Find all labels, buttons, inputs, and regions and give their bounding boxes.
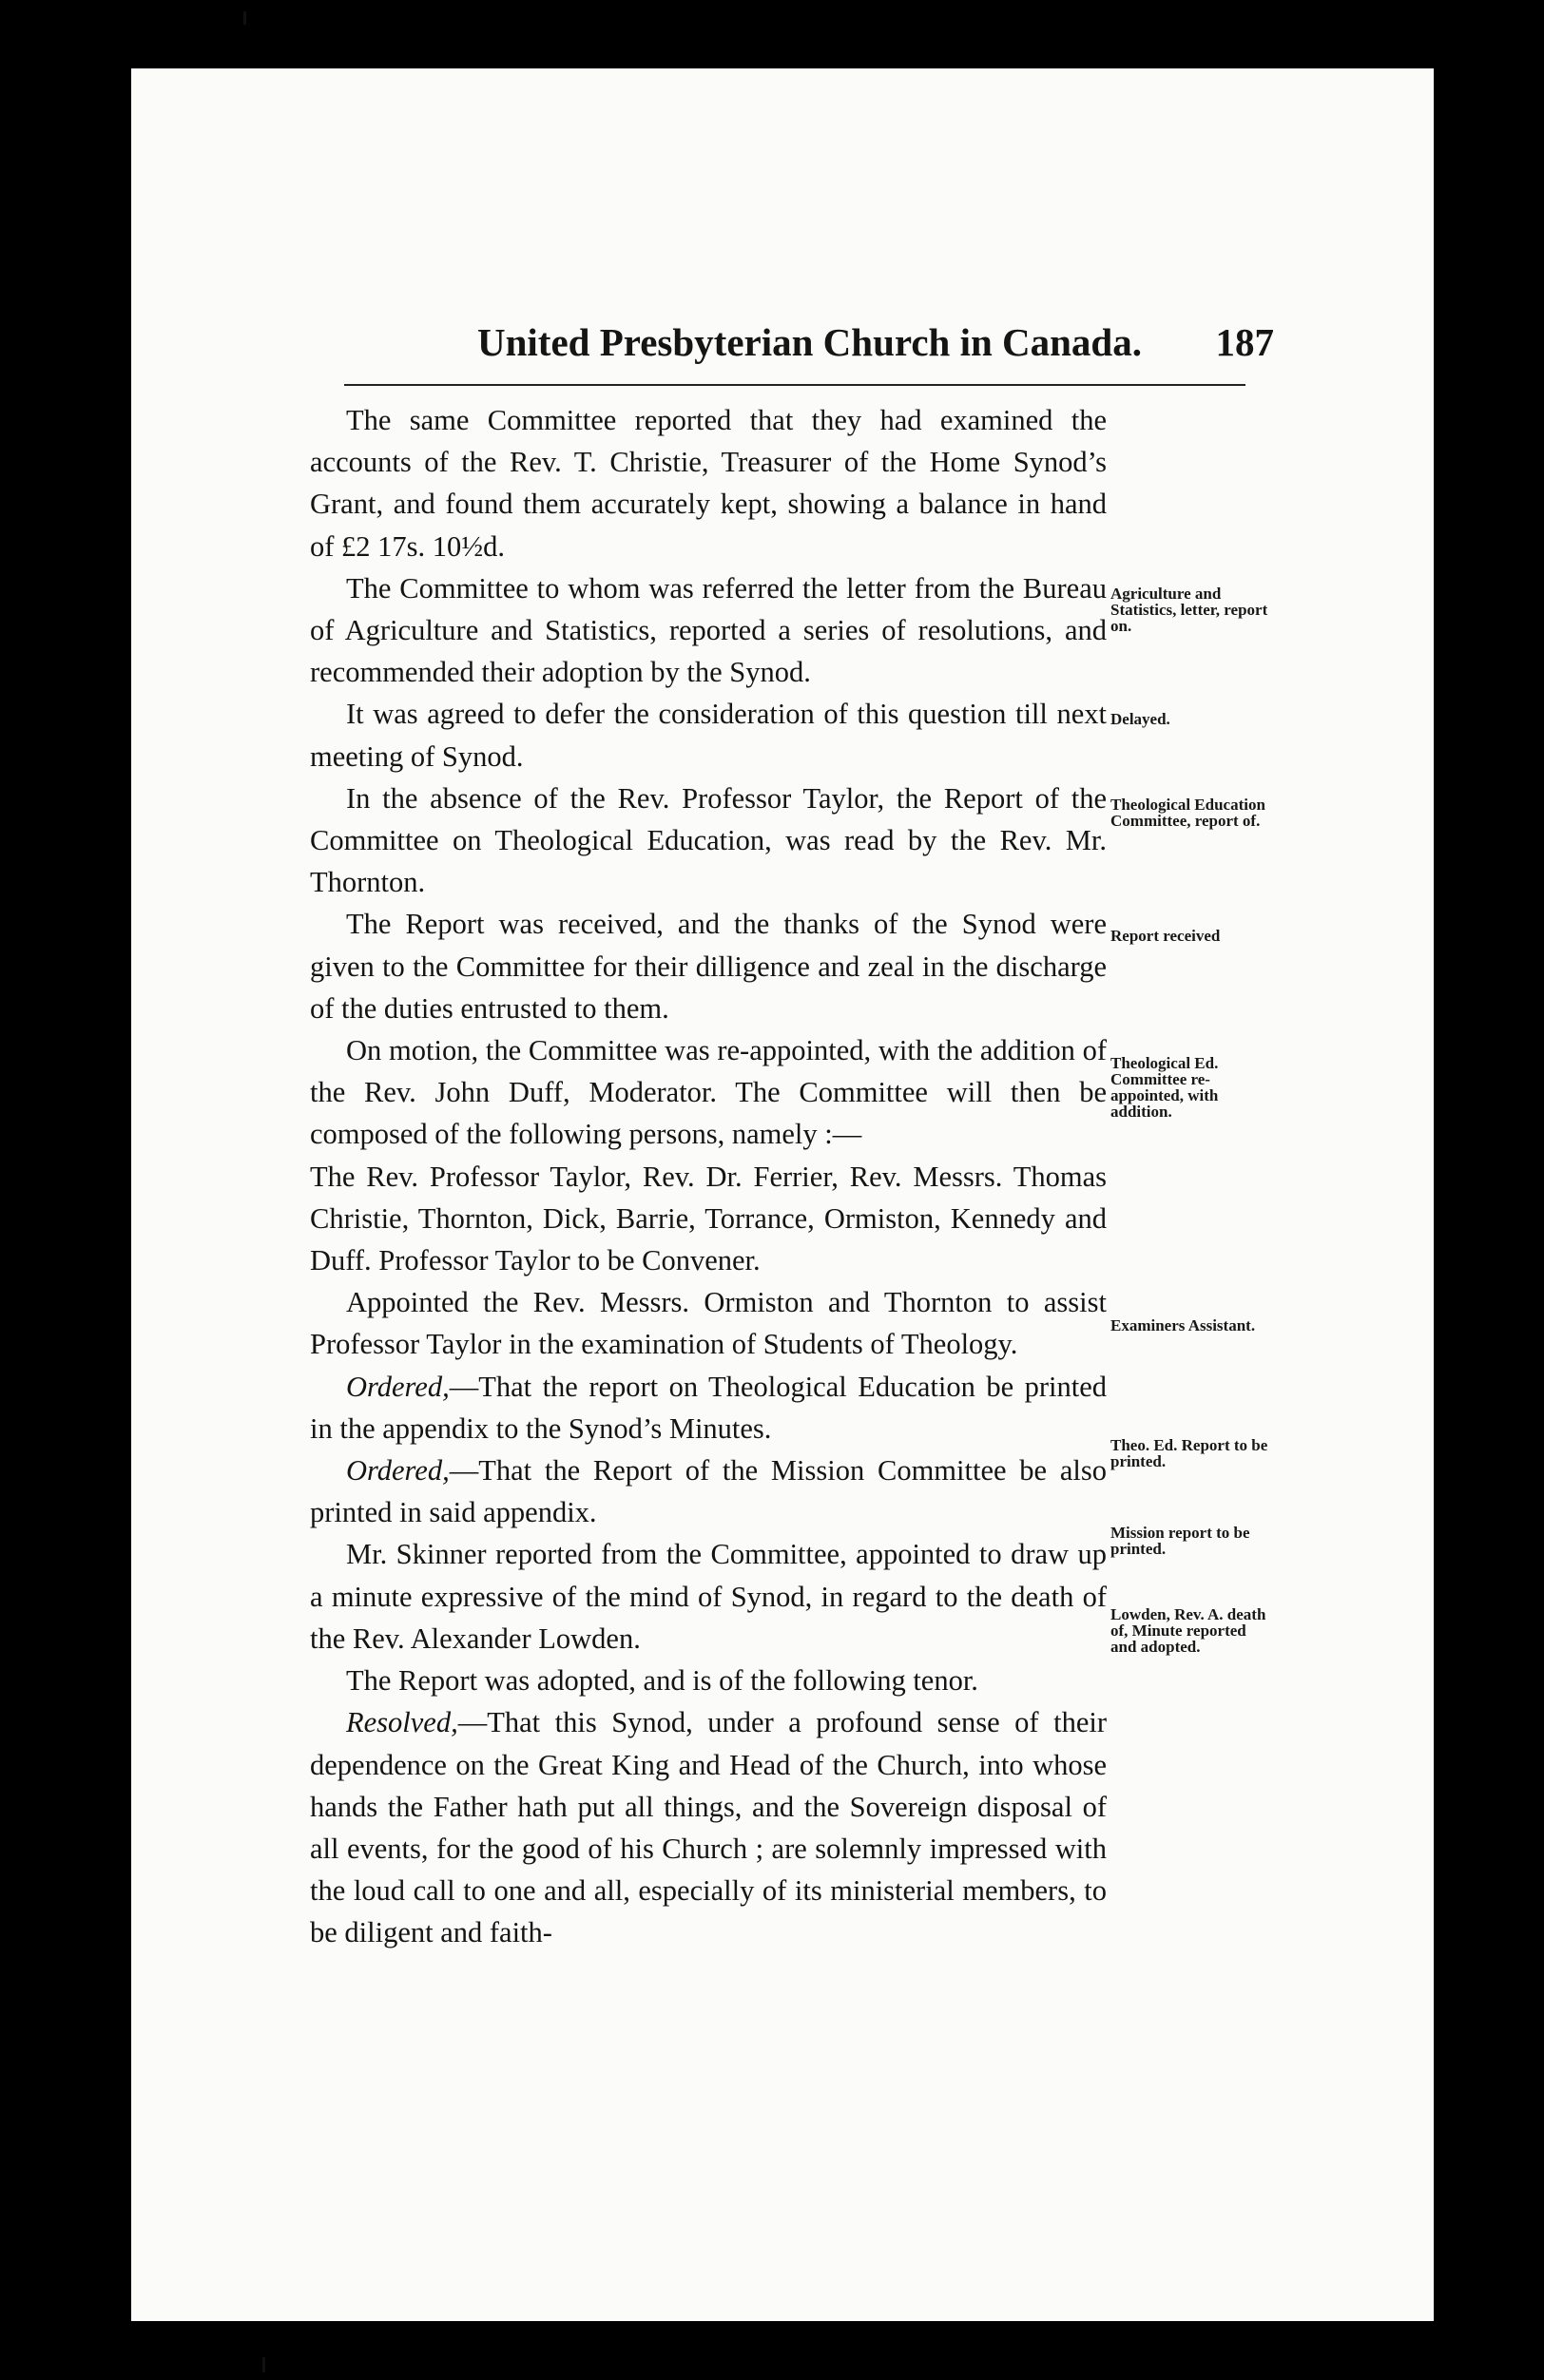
body-text (310, 399, 1107, 1954)
margin-note: Examiners Assistant. (1110, 1316, 1256, 1334)
scan-speck (262, 2357, 265, 2372)
paragraph (310, 1366, 1107, 1449)
scan-speck (243, 11, 246, 25)
paragraph: The Committee to whom was referred the letter from the Bureau of Agriculture and Statistics, reported a series of resolutions, and recommended their adoption by the Synod. (310, 571, 1107, 689)
margin-note: Mission report to be printed. (1110, 1524, 1250, 1558)
paragraph (310, 1701, 1107, 1953)
paragraph: It was agreed to defer the consideration of this question till next meeting of Synod. (310, 698, 1107, 773)
paragraph-label: Ordered, (346, 1370, 450, 1403)
paragraph: The Rev. Professor Taylor, Rev. Dr. Ferrier, Rev. Messrs. Thomas Christie, Thornton, Dick, Barrie, Torrance, Ormiston, Kennedy and Duff. Professor Taylor to be Convener. (310, 1160, 1107, 1277)
paragraph-label: Ordered, (346, 1454, 450, 1488)
paragraph-text: —That this Synod, under a profound sense of their dependence on the Great King and Head of the Church, into whose hands the Father hath put all things, and the Sovereign disposal of all events, for the good of his Church ; are solemnly impressed with the loud call to one and all, especially of its ministerial members, to be diligent and faith- (310, 1706, 1107, 1949)
paragraph: On motion, the Committee was re-appointed, with the addition of the Rev. John Duff, Moderator. The Committee will then be composed of the following persons, namely :— (310, 1034, 1107, 1151)
margin-note: Report received (1110, 927, 1221, 945)
page-title: United Presbyterian Church in Canada. (477, 320, 1142, 364)
paragraph-text: —That the report on Theological Education be printed in the appendix to the Synod’s Minutes. (310, 1370, 1107, 1445)
margin-note: Theo. Ed. Report to be printed. (1110, 1436, 1268, 1470)
paragraph (310, 1449, 1107, 1533)
margin-note: Theological Education Committee, report of. (1110, 796, 1265, 830)
binding-edge (110, 57, 122, 2338)
paragraph: The Report was received, and the thanks of the Synod were given to the Committee for their dilligence and zeal in the discharge of the duties entrusted to them. (310, 908, 1107, 1025)
paragraph: The Report was adopted, and is of the following tenor. (346, 1664, 978, 1698)
paragraph: Mr. Skinner reported from the Committee, appointed to draw up a minute expressive of the mind of Synod, in regard to the death of the Rev. Alexander Lowden. (310, 1538, 1107, 1655)
page-number: 187 (1215, 320, 1274, 364)
paragraph: Appointed the Rev. Messrs. Ormiston and Thornton to assist Professor Taylor in the examination of Students of Theology. (310, 1286, 1107, 1361)
paragraph: In the absence of the Rev. Professor Taylor, the Report of the Committee on Theological Education, was read by the Rev. Mr. Thornton. (310, 781, 1107, 899)
margin-note: Delayed. (1110, 710, 1170, 728)
paragraph-label: Resolved, (346, 1706, 458, 1739)
paragraph: The same Committee reported that they had examined the accounts of the Rev. T. Christie, Treasurer of the Home Synod’s Grant, and found them accurately kept, showing a balance in hand of £2 17s. 10½d. (310, 404, 1107, 563)
header-rule (344, 384, 1245, 386)
paragraph-text: —That the Report of the Mission Committee be also printed in said appendix. (310, 1454, 1107, 1529)
margin-note: Lowden, Rev. A. death of, Minute reported and adopted. (1110, 1605, 1266, 1656)
running-header (477, 319, 1285, 380)
margin-note: Agriculture and Statistics, letter, report on. (1110, 585, 1268, 635)
margin-note: Theological Ed. Committee re-appointed, with addition. (1110, 1054, 1219, 1121)
